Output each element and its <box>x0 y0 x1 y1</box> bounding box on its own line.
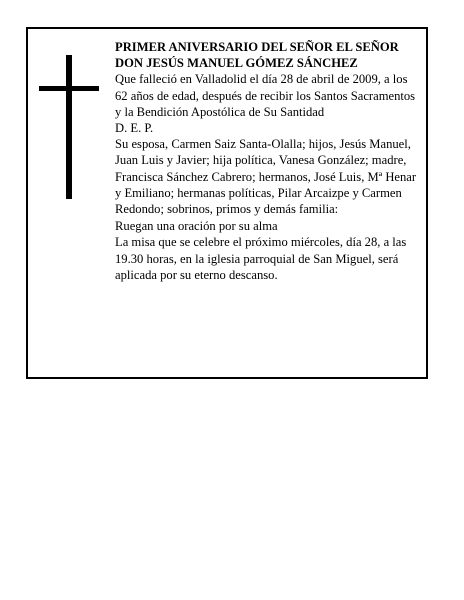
notice-text <box>115 39 420 283</box>
deceased-name: DON JESÚS MANUEL GÓMEZ SÁNCHEZ <box>115 56 358 71</box>
prayer-request: Ruegan una oración por su alma <box>115 219 278 234</box>
mass-details: La misa que se celebre el próximo miércoles, día 28, a las 19.30 horas, en la iglesia parroquial de San Miguel, será aplicada por su eterno descanso. <box>115 235 407 282</box>
family-list: Su esposa, Carmen Saiz Santa-Olalla; hijos, Jesús Manuel, Juan Luis y Javier; hija política, Vanesa González; madre, Francisca Sánchez Cabrero; hermanos, José Luis, Mª Henar y Emiliano; hermanas políticas, Pilar Arcaizpe y Carmen Redondo; sobrinos, primos y demás familia: <box>115 137 417 217</box>
cross-icon <box>39 55 99 199</box>
anniversary-title: PRIMER ANIVERSARIO DEL SEÑOR EL SEÑOR <box>115 40 399 54</box>
death-details: Que falleció en Valladolid el día 28 de abril de 2009, a los 62 años de edad, después de recibir los Santos Sacramentos y la Bendición Apostólica de Su Santidad <box>115 72 416 119</box>
cross-vertical-bar <box>66 55 72 199</box>
rest-in-peace: D. E. P. <box>115 121 154 136</box>
obituary-notice <box>26 27 428 379</box>
cross-horizontal-bar <box>39 86 99 91</box>
